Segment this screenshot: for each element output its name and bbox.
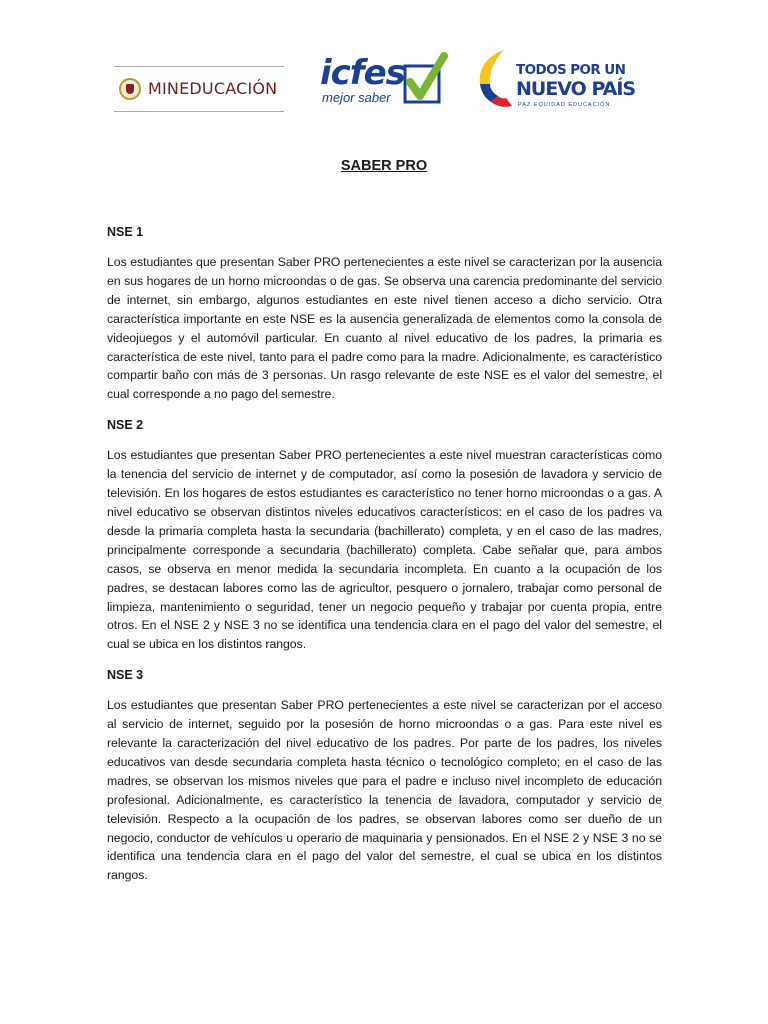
tpnp-logo-line2: NUEVO PAÍS bbox=[516, 78, 636, 100]
section-heading-nse3: NSE 3 bbox=[107, 668, 144, 683]
section-heading-nse2: NSE 2 bbox=[107, 418, 144, 433]
section-text-nse3: Los estudiantes que presentan Saber PRO pertenecientes a este nivel se caracterizan por el acceso al servicio de internet, seguido por la posesión de horno microondas o a gas. Para este nivel es relevante la caracterización del nivel educativo de los padres. Por parte de los padres, los niveles educativos van desde secundaria completa hasta técnico o tecnológico completo; en el caso de las madres, se observan los mismos niveles que para el padre e incluso nivel incompleto de educación profesional. Adicionalmente, es característico la tenencia de lavadora, computador y servicio de televisión. Respecto a la ocupación de los padres, se observan labores como ser dueño de un negocio, conductor de vehículos u operario de maquinaria y pensionados. En el NSE 2 y NSE 3 no se identifica una tendencia clara en el pago del valor del semestre, el cual se ubica en los distintos rangos. bbox=[107, 698, 662, 883]
coat-of-arms-icon bbox=[119, 78, 141, 100]
section-text-nse2: Los estudiantes que presentan Saber PRO pertenecientes a este nivel muestran características como la tenencia del servicio de internet y de computador, así como la posesión de lavadora y servicio de televisión. En los hogares de estos estudiantes es característico no tener horno microondas o a gas. A nivel educativo se observan distintos niveles educativos característicos: en el caso de los padres va desde la primaria completa hasta la secundaria (bachillerato) completa, y en el caso de las madres, principalmente corresponde a secundaria (bachillerato) completa. Cabe señalar que, para ambos casos, se observa en menor medida la secundaria incompleta. En cuanto a la ocupación de los padres, se destacan labores como las de agricultor, pesquero o jornalero, trabajar como personal de limpieza, mantenimiento o seguridad, tener un negocio pequeño y trabajar por cuenta propia, entre otros. En el NSE 2 y NSE 3 no se identifica una tendencia clara en el pago del valor del semestre, el cual se ubica en los distintos rangos. bbox=[107, 448, 662, 652]
header-logos bbox=[108, 44, 636, 120]
mineducacion-logo bbox=[114, 66, 284, 112]
icfes-logo-tagline: mejor saber bbox=[322, 90, 391, 105]
document-body bbox=[107, 223, 662, 897]
section-heading-nse1: NSE 1 bbox=[107, 225, 144, 239]
tpnp-logo-line3: PAZ EQUIDAD EDUCACIÓN bbox=[518, 102, 611, 108]
mineducacion-logo-text: MINEDUCACIÓN bbox=[148, 79, 278, 98]
section-text-nse1: Los estudiantes que presentan Saber PRO pertenecientes a este nivel se caracterizan por la ausencia en sus hogares de un horno microondas o de gas. Se observa una carencia predominante del servicio de internet, sin embargo, algunos estudiantes en este nivel tienen acceso a dicho servicio. Otra característica importante en este NSE es la ausencia generalizada de elementos como la consola de videojuegos y el automóvil particular. En cuanto al nivel educativo de los padres, la primaria es característica de este nivel, tanto para el padre como para la madre. Adicionalmente, es característico compartir baño con más de 3 personas. Un rasgo relevante de este NSE es el valor del semestre, el cual corresponde a no pago del semestre. bbox=[107, 255, 662, 402]
icfes-logo bbox=[320, 50, 450, 112]
document-title: SABER PRO bbox=[340, 158, 428, 174]
tpnp-logo-line1: TODOS POR UN bbox=[516, 62, 626, 78]
colombia-flag-swoosh-icon bbox=[476, 48, 516, 110]
todos-por-un-nuevo-pais-logo bbox=[476, 44, 636, 114]
checkmark-icon bbox=[402, 52, 448, 106]
icfes-logo-word: icfes bbox=[320, 53, 405, 93]
